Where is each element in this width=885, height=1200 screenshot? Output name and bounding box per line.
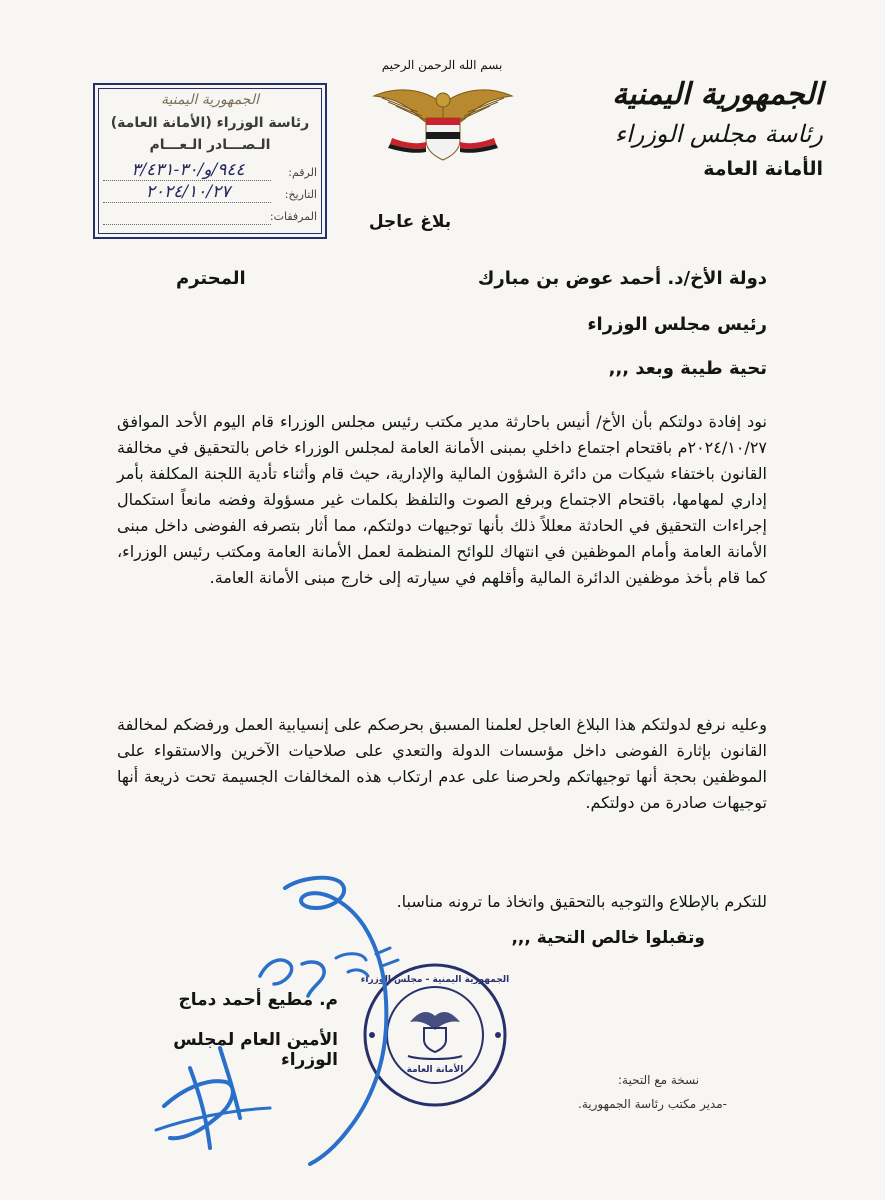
stamp-attachments-field <box>103 207 317 229</box>
stamp-country: الجمهورية اليمنية <box>160 92 259 108</box>
letterhead-right <box>603 78 823 182</box>
recipient-name: دولة الأخ/د. أحمد عوض بن مبارك <box>477 268 767 289</box>
seal-outer-text: الجمهورية اليمنية - مجلس الوزراء <box>360 975 510 985</box>
seal-inner-text: الأمانة العامة <box>406 1065 464 1075</box>
copy-label: نسخة مع التحية: <box>618 1073 700 1087</box>
eagle-emblem-icon <box>372 82 514 162</box>
stamp-number-value: ٩٤٤/و/٣٠-٣/٤٣١ <box>131 160 245 180</box>
outgoing-register-stamp <box>93 83 327 239</box>
recipient-honorific: المحترم <box>176 268 246 289</box>
recipient-position: رئيس مجلس الوزراء <box>587 314 767 335</box>
stamp-number-rule <box>103 180 271 181</box>
letterhead-country: الجمهورية اليمنية <box>612 77 823 112</box>
stamp-date-field <box>103 182 317 207</box>
handwritten-signature-icon <box>150 868 480 1168</box>
body-paragraph-1: نود إفادة دولتكم بأن الأخ/ أنيس باحارثة مدير مكتب رئيس مجلس الوزراء قام اليوم الأحد الموافق ٢٠٢٤/١٠/٢٧م باقتحام اجتماع داخلي بمبنى الأمانة العامة لمجلس الوزراء خاص بالتحقيق في مخالفة القانون باختفاء شيكات من دائرة الشؤون المالية والإدارية، حيث قام وأثناء تأدية اللجنة المكلفة بأمر إداري لمهامها، باقتحام الاجتماع وبرفع الصوت والتلفظ بكلمات غير مسؤولة وفضه مانعاً استكمال إجراءات التحقيق في الحادثة معللاً ذلك بأنها توجيهات دولتكم، مما أثار بتصرفه الفوضى داخل مبنى الأمانة العامة وأمام الموظفين في انتهاك للوائح المنظمة لعمل الأمانة العامة ومكتب رئيس الوزراء، كما قام بأخذ موظفين الدائرة المالية وأقلهم في سيارته إلى خارج مبنى الأمانة العامة. <box>117 412 767 587</box>
closing-request: للتكرم بالإطلاع والتوجيه بالتحقيق واتخاذ ما ترونه مناسبا. <box>396 892 767 911</box>
stamp-attachments-label: المرفقات: <box>269 210 317 223</box>
greeting: تحية طيبة وبعد ,,, <box>608 358 767 379</box>
body-paragraph-2: وعليه نرفع لدولتكم هذا البلاغ العاجل لعلمنا المسبق بحرصكم على إنسيابية العمل ورفضكم لمخالفة القانون بإثارة الفوضى داخل مؤسسات الدولة والتعدي على صلاحيات الآخرين والاستقواء على الموظفين بحجة أنها توجيهاتكم ولحرصنا على عدم ارتكاب هذه المخالفات الجسيمة تحت ذريعة أنها توجيهات صادرة من دولتكم. <box>117 715 767 812</box>
letterhead-presidency: رئاسة مجلس الوزراء <box>614 120 823 148</box>
copy-recipient: -مدير مكتب رئاسة الجمهورية. <box>578 1097 727 1111</box>
stamp-date-label: التاريخ: <box>284 188 317 201</box>
signatory-name: م. مطيع أحمد دماج <box>178 990 338 1010</box>
stamp-date-value: ٢٠٢٤/١٠/٢٧ <box>145 182 231 202</box>
stamp-date-rule <box>103 202 271 203</box>
stamp-authority: رئاسة الوزراء (الأمانة العامة) <box>110 115 310 131</box>
stamp-number-label: الرقم: <box>288 166 317 179</box>
basmala: بسم الله الرحمن الرحيم <box>381 58 503 72</box>
regards-line: وتقبلوا خالص التحية ,,, <box>511 928 705 948</box>
stamp-attachments-rule <box>103 224 271 225</box>
stamp-outgoing-label: الـصـــادر الـعـــام <box>149 137 271 153</box>
letter-title: بلاغ عاجل <box>368 212 452 232</box>
signatory-title: الأمين العام لمجلس الوزراء <box>173 1030 338 1070</box>
letterhead-secretariat: الأمانة العامة <box>703 158 823 180</box>
